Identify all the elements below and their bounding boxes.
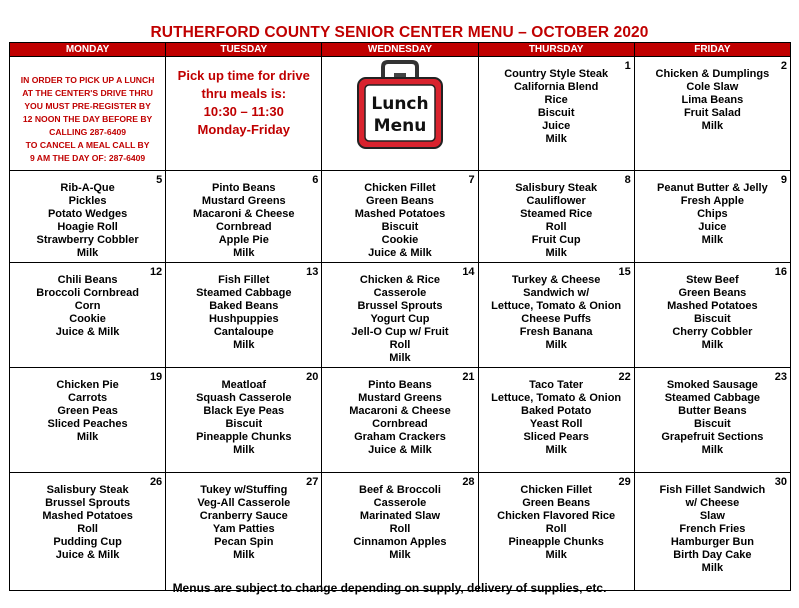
menu-item: Cole Slaw <box>686 81 739 93</box>
menu-item: Mustard Greens <box>358 392 442 404</box>
menu-items <box>166 263 321 352</box>
menu-item: Biscuit <box>694 313 731 325</box>
menu-item: Chips <box>697 208 728 220</box>
menu-item: Birth Day Cake <box>673 549 752 561</box>
menu-item: Casserole <box>373 287 427 299</box>
menu-item: Fresh Banana <box>519 326 593 338</box>
day-cell <box>634 57 790 171</box>
footer-note: Menus are subject to change depending on supply, delivery of supplies, etc. <box>172 581 607 595</box>
day-cell <box>10 171 166 263</box>
menu-items <box>166 171 321 260</box>
day-cell <box>478 263 634 368</box>
menu-item: Lettuce, Tomato & Onion <box>491 392 622 404</box>
menu-item: Baked Beans <box>209 300 279 312</box>
menu-item: Green Peas <box>57 405 118 417</box>
menu-item: Milk <box>545 247 567 259</box>
day-cell <box>322 171 478 263</box>
menu-items <box>479 473 634 562</box>
menu-calendar <box>9 42 791 591</box>
menu-item: Baked Potato <box>521 405 592 417</box>
menu-item: Cookie <box>69 313 106 325</box>
menu-item: Chicken Flavored Rice <box>497 510 616 522</box>
menu-item: Roll <box>545 221 567 233</box>
day-number: 16 <box>774 266 787 278</box>
menu-item: Yeast Roll <box>529 418 583 430</box>
menu-item: Biscuit <box>537 107 575 119</box>
day-number: 29 <box>618 476 631 488</box>
pickup-line: 10:30 – 11:30 <box>203 104 284 119</box>
day-cell <box>10 473 166 591</box>
day-cell <box>166 368 322 473</box>
menu-item: Milk <box>701 234 724 246</box>
weekday-header: MONDAY <box>10 43 166 57</box>
menu-item: Stew Beef <box>686 274 739 286</box>
day-number: 12 <box>149 266 163 278</box>
menu-item: Pineapple Chunks <box>508 536 604 548</box>
menu-item: Graham Crackers <box>354 431 446 443</box>
menu-item: Milk <box>233 444 255 456</box>
menu-item: Pinto Beans <box>368 379 432 391</box>
menu-item: Corn <box>74 300 101 312</box>
menu-item: Milk <box>701 120 724 132</box>
day-number: 19 <box>149 371 163 383</box>
day-cell <box>322 368 478 473</box>
day-cell <box>478 368 634 473</box>
menu-item: Rice <box>544 94 568 106</box>
weekday-header: WEDNESDAY <box>322 43 478 57</box>
menu-item: Milk <box>76 431 99 443</box>
weekday-header: TUESDAY <box>166 43 322 57</box>
menu-item: Fruit Salad <box>683 107 741 119</box>
menu-item: Roll <box>389 523 411 535</box>
day-cell <box>478 171 634 263</box>
menu-item: Biscuit <box>694 418 731 430</box>
menu-items <box>635 171 790 247</box>
day-cell <box>322 263 478 368</box>
menu-item: Steamed Cabbage <box>664 392 761 404</box>
menu-item: Chicken Fillet <box>364 182 436 194</box>
menu-item: Fish Fillet <box>218 274 270 286</box>
menu-item: Milk <box>76 247 99 259</box>
day-cell <box>634 263 790 368</box>
day-number: 7 <box>468 174 475 186</box>
day-number: 14 <box>462 266 475 278</box>
day-number: 28 <box>462 476 475 488</box>
day-number: 20 <box>306 371 319 383</box>
menu-item: Cantaloupe <box>213 326 274 338</box>
menu-item: Milk <box>701 444 724 456</box>
notice-line: 12 NOON THE DAY BEFORE BY <box>22 114 153 124</box>
menu-item: Cornbread <box>372 418 428 430</box>
weekday-header: FRIDAY <box>634 43 790 57</box>
menu-item: Sliced Pears <box>523 431 589 443</box>
notice-line: TO CANCEL A MEAL CALL BY <box>25 140 150 150</box>
menu-items <box>10 473 165 562</box>
day-cell <box>322 473 478 591</box>
menu-items <box>10 263 165 339</box>
menu-item: Milk <box>545 549 567 561</box>
menu-item: Roll <box>545 523 567 535</box>
menu-item: Grapefruit Sections <box>661 431 764 443</box>
menu-item: Juice & Milk <box>55 549 120 561</box>
week-row <box>10 171 791 263</box>
menu-item: Veg-All Casserole <box>197 497 291 509</box>
menu-item: Pecan Spin <box>214 536 274 548</box>
lunch-box-icon <box>355 59 445 151</box>
menu-item: Chicken & Dumplings <box>655 68 770 80</box>
menu-item: Milk <box>389 549 411 561</box>
menu-item: Juice <box>698 221 727 233</box>
menu-item: French Fries <box>679 523 746 535</box>
weeks-body <box>10 57 791 591</box>
menu-items <box>635 263 790 352</box>
menu-item: Mashed Potatoes <box>42 510 133 522</box>
day-number: 26 <box>149 476 163 488</box>
menu-item: Milk <box>545 339 567 351</box>
menu-item: Milk <box>233 247 255 259</box>
menu-item: Black Eye Peas <box>203 405 285 417</box>
lunch-box-text: Lunch <box>371 94 429 114</box>
menu-item: Hoagie Roll <box>57 221 118 233</box>
lunch-menu-image-cell <box>322 57 478 171</box>
pickup-line: thru meals is: <box>201 86 287 101</box>
menu-items <box>166 368 321 457</box>
lunch-box-text: Menu <box>373 116 427 136</box>
menu-item: Macaroni & Cheese <box>349 405 451 417</box>
menu-item: Green Beans <box>678 287 747 299</box>
menu-item: w/ Cheese <box>685 497 740 509</box>
menu-item: Yogurt Cup <box>370 313 430 325</box>
notice-line: IN ORDER TO PICK UP A LUNCH <box>20 75 155 85</box>
menu-item: Pineapple Chunks <box>196 431 292 443</box>
menu-item: Fresh Apple <box>680 195 744 207</box>
menu-item: Cheese Puffs <box>521 313 591 325</box>
day-number: 27 <box>306 476 319 488</box>
menu-items <box>635 57 790 133</box>
menu-items <box>10 171 165 260</box>
page-title: RUTHERFORD COUNTY SENIOR CENTER MENU – OCTOBER 2020 <box>150 24 649 41</box>
menu-item: Milk <box>701 339 724 351</box>
menu-item: Chicken & Rice <box>359 274 441 286</box>
menu-items <box>479 263 634 352</box>
menu-item: Chili Beans <box>57 274 118 286</box>
menu-item: Smoked Sausage <box>666 379 758 391</box>
menu-item: Hamburger Bun <box>670 536 754 548</box>
day-cell <box>10 368 166 473</box>
menu-item: Fruit Cup <box>531 234 581 246</box>
day-cell <box>166 263 322 368</box>
day-number: 13 <box>306 266 319 278</box>
menu-item: Brussel Sprouts <box>357 300 443 312</box>
menu-item: Steamed Cabbage <box>196 287 292 299</box>
menu-items <box>166 473 321 562</box>
menu-item: Mashed Potatoes <box>354 208 446 220</box>
menu-item: Juice & Milk <box>368 247 432 259</box>
menu-item: Carrots <box>68 392 108 404</box>
menu-item: Lima Beans <box>681 94 744 106</box>
menu-item: Steamed Rice <box>520 208 593 220</box>
menu-item: Casserole <box>373 497 427 509</box>
notice-text <box>10 57 165 165</box>
weekday-header-row <box>10 43 791 57</box>
menu-item: Peanut Butter & Jelly <box>657 182 768 194</box>
menu-item: Squash Casserole <box>196 392 292 404</box>
day-number: 1 <box>624 60 631 72</box>
day-number: 22 <box>618 371 631 383</box>
menu-item: Juice & Milk <box>55 326 120 338</box>
menu-item: Tukey w/Stuffing <box>200 484 288 496</box>
day-number: 21 <box>462 371 475 383</box>
menu-item: Potato Wedges <box>47 208 128 220</box>
menu-item: Green Beans <box>522 497 591 509</box>
day-number: 2 <box>780 60 787 72</box>
menu-item: Broccoli Cornbread <box>36 287 139 299</box>
menu-item: Green Beans <box>366 195 434 207</box>
menu-item: Beef & Broccoli <box>359 484 441 496</box>
menu-item: Salisbury Steak <box>515 182 598 194</box>
menu-item: Pudding Cup <box>53 536 122 548</box>
menu-item: Sliced Peaches <box>47 418 128 430</box>
menu-item: Jell-O Cup w/ Fruit <box>351 326 449 338</box>
menu-item: Butter Beans <box>678 405 747 417</box>
day-cell <box>10 263 166 368</box>
menu-item: Rib-A-Que <box>60 182 115 194</box>
menu-item: Cinnamon Apples <box>353 536 447 548</box>
menu-item: Milk <box>233 549 255 561</box>
menu-item: Milk <box>701 562 724 574</box>
menu-item: Milk <box>545 444 567 456</box>
menu-item: Macaroni & Cheese <box>193 208 295 220</box>
day-number: 9 <box>780 174 787 186</box>
day-cell <box>634 473 790 591</box>
menu-items <box>10 368 165 444</box>
day-cell <box>634 171 790 263</box>
day-number: 23 <box>774 371 787 383</box>
menu-item: Juice & Milk <box>368 444 432 456</box>
menu-items <box>322 368 477 457</box>
menu-item: Roll <box>77 523 98 535</box>
menu-item: Marinated Slaw <box>359 510 440 522</box>
menu-items <box>322 171 477 260</box>
day-cell <box>478 473 634 591</box>
menu-items <box>322 263 477 365</box>
day-cell <box>634 368 790 473</box>
pre-register-notice <box>10 57 166 171</box>
notice-line: CALLING 287-6409 <box>49 127 127 137</box>
menu-item: Roll <box>389 339 411 351</box>
menu-item: Mashed Potatoes <box>667 300 758 312</box>
day-number: 6 <box>312 174 319 186</box>
menu-item: Mustard Greens <box>201 195 286 207</box>
menu-items <box>479 368 634 457</box>
day-number: 30 <box>774 476 787 488</box>
menu-item: Turkey & Cheese <box>511 274 601 286</box>
week-row <box>10 263 791 368</box>
week-row <box>10 473 791 591</box>
menu-item: Chicken Fillet <box>520 484 592 496</box>
pickup-time-info <box>166 57 322 171</box>
menu-item: Cauliflower <box>526 195 586 207</box>
menu-items <box>635 473 790 575</box>
menu-item: Cornbread <box>215 221 272 233</box>
week-row <box>10 57 791 171</box>
weekday-header: THURSDAY <box>478 43 634 57</box>
menu-items <box>635 368 790 457</box>
day-number: 15 <box>618 266 631 278</box>
menu-item: Country Style Steak <box>504 68 609 80</box>
menu-item: Strawberry Cobbler <box>36 234 139 246</box>
menu-items <box>479 171 634 260</box>
menu-item: Apple Pie <box>218 234 269 246</box>
week-row <box>10 368 791 473</box>
day-cell <box>166 171 322 263</box>
menu-item: Biscuit <box>225 418 263 430</box>
menu-item: Lettuce, Tomato & Onion <box>491 300 622 312</box>
menu-item: Milk <box>545 133 567 145</box>
menu-item: Slaw <box>699 510 725 522</box>
pickup-line: Monday-Friday <box>197 122 291 137</box>
menu-item: Salisbury Steak <box>46 484 129 496</box>
menu-item: Cherry Cobbler <box>672 326 753 338</box>
day-cell <box>478 57 634 171</box>
pickup-line: Pick up time for drive <box>177 68 310 83</box>
day-number: 5 <box>156 174 163 186</box>
day-cell <box>166 473 322 591</box>
menu-item: Milk <box>233 339 255 351</box>
menu-items <box>479 57 634 146</box>
menu-item: Hushpuppies <box>208 313 279 325</box>
menu-items <box>322 473 477 562</box>
menu-item: Cookie <box>381 234 419 246</box>
menu-item: Pinto Beans <box>211 182 276 194</box>
menu-item: California Blend <box>513 81 599 93</box>
menu-item: Pickles <box>68 195 107 207</box>
notice-line: YOU MUST PRE-REGISTER BY <box>24 101 151 111</box>
menu-item: Biscuit <box>381 221 419 233</box>
menu-item: Milk <box>389 352 411 364</box>
menu-item: Meatloaf <box>221 379 267 391</box>
notice-line: 9 AM THE DAY OF: 287-6409 <box>29 153 146 163</box>
notice-line: AT THE CENTER'S DRIVE THRU <box>22 88 153 98</box>
menu-item: Sandwich w/ <box>523 287 590 299</box>
menu-item: Cranberry Sauce <box>199 510 288 522</box>
menu-item: Fish Fillet Sandwich <box>659 484 766 496</box>
day-number: 8 <box>624 174 631 186</box>
pickup-text <box>166 57 321 139</box>
menu-item: Taco Tater <box>529 379 584 391</box>
menu-item: Chicken Pie <box>56 379 119 391</box>
menu-item: Yam Patties <box>212 523 275 535</box>
menu-item: Juice <box>542 120 571 132</box>
menu-item: Brussel Sprouts <box>45 497 131 509</box>
